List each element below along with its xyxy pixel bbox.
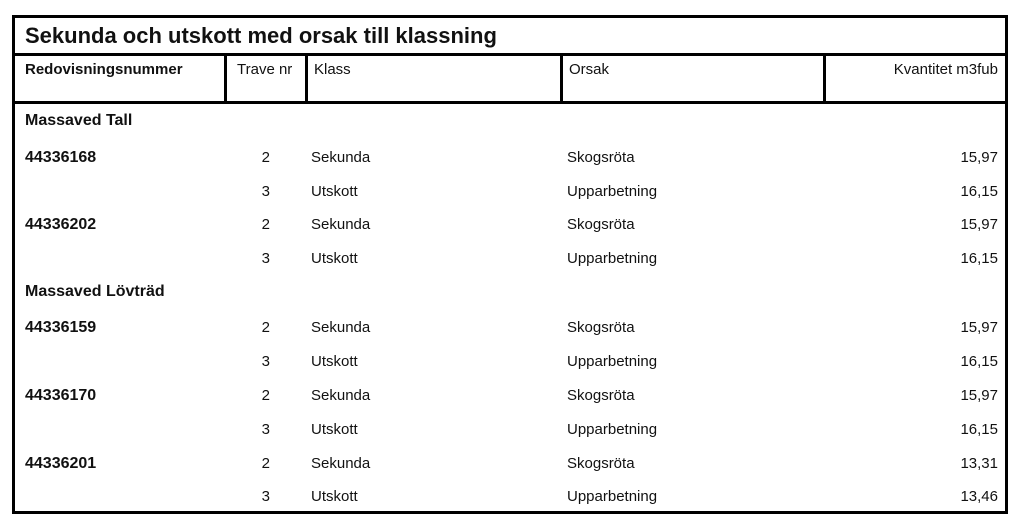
row-trave: 3 [261,250,270,267]
row-kvantitet: 15,97 [960,216,998,233]
table-row [15,175,1005,209]
table-row [15,413,1005,447]
table-row [15,379,1005,413]
header-orsak: Orsak [563,56,826,101]
row-klass: Sekunda [311,319,371,336]
row-kvantitet: 15,97 [960,319,998,336]
row-orsak: Upparbetning [567,183,658,200]
row-orsak: Skogsröta [567,149,635,166]
row-klass: Utskott [311,353,358,370]
row-kvantitet: 13,31 [960,455,998,472]
row-orsak: Skogsröta [567,319,635,336]
row-kvantitet: 16,15 [960,183,998,200]
row-orsak: Upparbetning [567,353,658,370]
header-klass: Klass [308,56,563,101]
row-id: 44336201 [25,455,97,472]
row-trave: 3 [261,353,270,370]
table-row [15,242,1005,276]
row-klass: Sekunda [311,455,371,472]
header-redovisningsnummer: Redovisningsnummer [15,56,227,101]
row-trave: 2 [261,149,270,166]
report-table [12,15,1008,514]
row-orsak: Upparbetning [567,250,658,267]
table-row [15,141,1005,175]
row-trave: 3 [261,488,270,505]
row-orsak: Skogsröta [567,455,635,472]
row-klass: Utskott [311,183,358,200]
row-id: 44336159 [25,319,97,336]
row-trave: 2 [261,387,270,404]
table-row [15,447,1005,481]
row-klass: Sekunda [311,149,371,166]
row-klass: Sekunda [311,216,371,233]
row-orsak: Upparbetning [567,488,658,505]
row-trave: 3 [261,421,270,438]
row-id: 44336170 [25,387,97,404]
row-kvantitet: 16,15 [960,421,998,438]
row-klass: Utskott [311,421,358,438]
row-orsak: Skogsröta [567,387,635,404]
row-klass: Utskott [311,250,358,267]
row-trave: 3 [261,183,270,200]
header-row [15,56,1005,104]
row-orsak: Skogsröta [567,216,635,233]
table-row [15,311,1005,345]
row-kvantitet: 13,46 [960,488,998,505]
row-kvantitet: 15,97 [960,149,998,166]
row-trave: 2 [261,319,270,336]
group-label: Massaved Tall [25,112,133,129]
row-kvantitet: 16,15 [960,353,998,370]
header-kvantitet: Kvantitet m3fub [893,61,998,78]
table-row [15,480,1005,514]
report-title: Sekunda och utskott med orsak till klassning [15,18,1005,56]
row-trave: 2 [261,455,270,472]
row-id: 44336168 [25,149,97,166]
row-kvantitet: 15,97 [960,387,998,404]
row-klass: Utskott [311,488,358,505]
row-orsak: Upparbetning [567,421,658,438]
row-kvantitet: 16,15 [960,250,998,267]
row-id: 44336202 [25,216,97,233]
row-trave: 2 [261,216,270,233]
group-label: Massaved Lövträd [25,283,165,300]
table-row [15,208,1005,242]
row-klass: Sekunda [311,387,371,404]
table-row [15,345,1005,379]
header-trave-nr: Trave nr [227,56,308,101]
